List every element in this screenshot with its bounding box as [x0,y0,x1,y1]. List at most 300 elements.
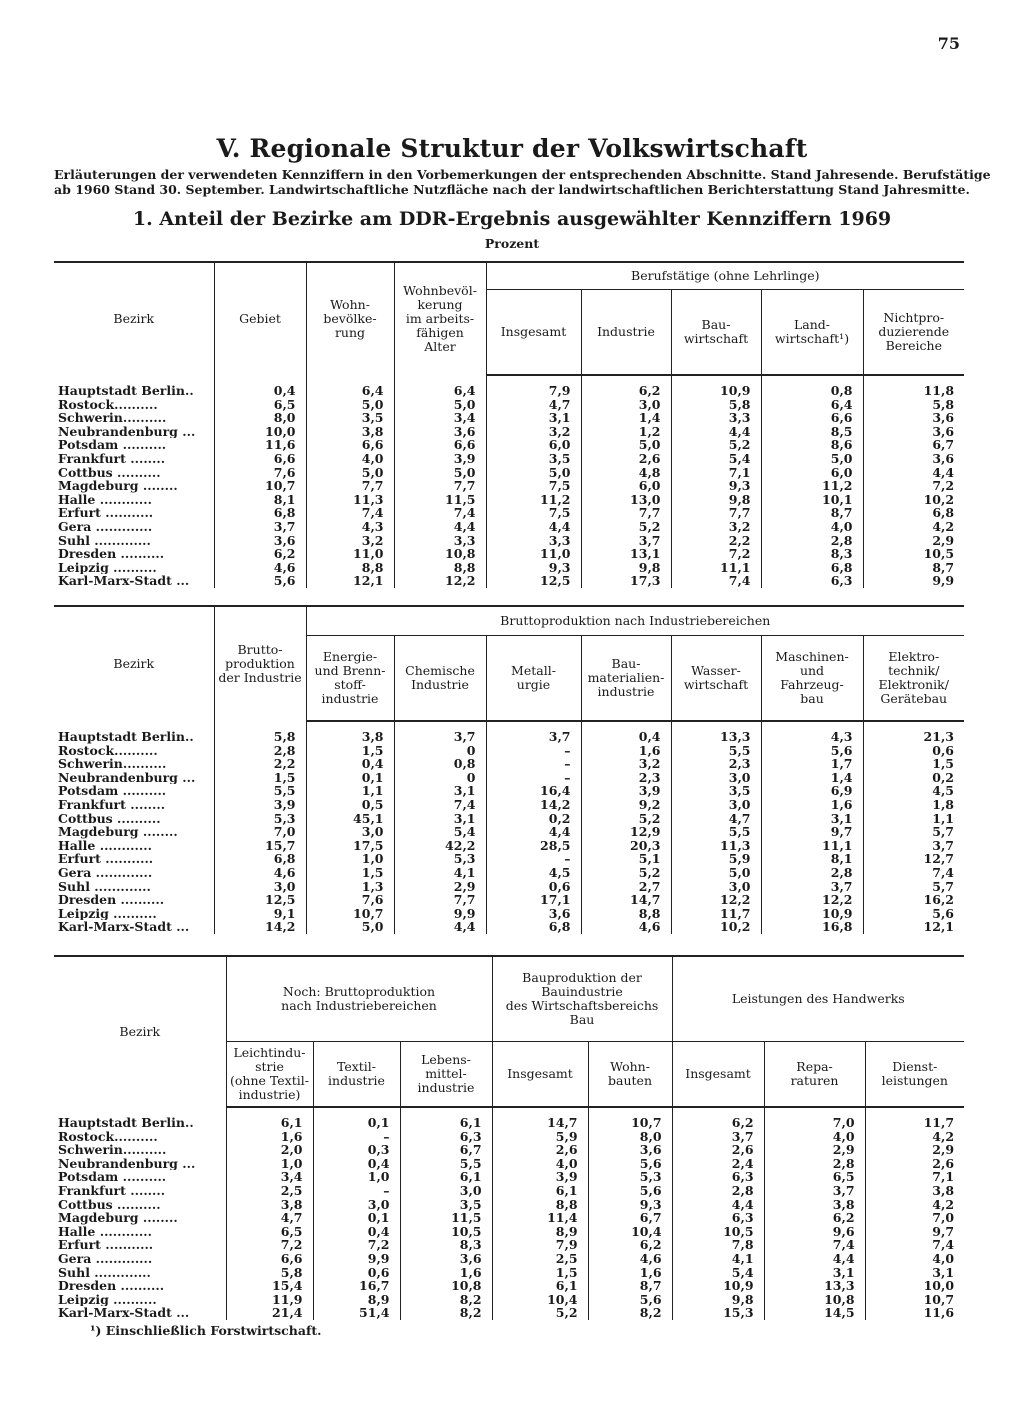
table-cell: 3,9 [492,1170,588,1184]
table-cell: 6,4 [761,398,863,412]
table-cell: 9,6 [764,1225,865,1239]
bezirk-name: Potsdam .......... [58,438,167,452]
table-cell: 7,7 [671,506,761,520]
table-cell: 6,5 [226,1225,313,1239]
table-row [54,771,964,785]
table-cell: 2,7 [581,880,671,894]
table-cell: 10,0 [865,1279,964,1293]
header-chemische-industrie: Chemische Industrie [394,636,486,722]
table-cell: 17,1 [486,893,581,907]
table-cell: 4,0 [764,1130,865,1144]
table-cell: 6,3 [672,1211,764,1225]
table-cell: 12,5 [214,893,306,907]
table-cell: 3,0 [671,771,761,785]
table-cell: 5,7 [863,880,964,894]
table-cell: 0,6 [863,744,964,758]
table-cell: 8,0 [588,1130,672,1144]
table-cell: 8,2 [588,1306,672,1320]
table-row [54,1143,964,1157]
bezirk-name: Halle ............ [58,492,152,507]
table-cell: 7,9 [486,375,581,398]
table-cell: 11,5 [400,1211,492,1225]
table-cell: 4,7 [671,812,761,826]
table-cell: 10,0 [214,425,306,439]
table-row [54,466,964,480]
table-cell: 5,6 [588,1184,672,1198]
table-cell: 4,7 [226,1211,313,1225]
table-cell: 6,2 [588,1238,672,1252]
table-cell: 6,9 [761,784,863,798]
table-cell: 5,0 [671,866,761,880]
intro-line: ab 1960 Stand 30. September. Landwirtschaftliche Nutzfläche nach der landwirtschaftlichen Berichterstattung Stand Jahresmitte. [54,182,970,197]
bezirk-name: Suhl ............. [58,1265,151,1280]
table-cell: 5,0 [761,452,863,466]
table-cell: 10,7 [306,907,394,921]
table-cell: 6,5 [764,1170,865,1184]
table-row [54,1252,964,1266]
table-cell: 11,9 [226,1293,313,1307]
table-cell: 0,8 [761,375,863,398]
header-energie: Energie- und Brenn- stoff- industrie [306,636,394,722]
bezirk-name: Karl-Marx-Stadt ... [58,1306,190,1320]
table-cell: 21,3 [863,721,964,744]
bezirk-name: Karl-Marx-Stadt ... [58,920,190,934]
table-cell: 8,3 [761,547,863,561]
table-cell: 14,5 [764,1306,865,1320]
table-cell: 5,8 [226,1266,313,1280]
table-cell: 3,2 [671,520,761,534]
table-cell: 9,7 [865,1225,964,1239]
table-cell: 3,5 [306,411,394,425]
table-cell: 12,5 [486,574,581,588]
table-cell: 3,0 [671,880,761,894]
table-cell: 7,4 [394,506,486,520]
table-cell: 4,4 [486,520,581,534]
table-cell: 3,5 [671,784,761,798]
bezirk-name: Dresden .......... [58,547,165,561]
table-cell: 8,1 [761,852,863,866]
table-row [54,1293,964,1307]
table-cell: 4,8 [581,466,671,480]
bezirk-name: Potsdam .......... [58,784,167,798]
table-cell: 6,1 [492,1184,588,1198]
table-row [54,1238,964,1252]
table-cell: 10,8 [400,1279,492,1293]
table-row [54,425,964,439]
table-cell: 7,0 [214,825,306,839]
table-cell: 16,2 [863,893,964,907]
table-cell: 8,7 [761,506,863,520]
table-cell: 10,1 [761,493,863,507]
table-cell: 9,8 [672,1293,764,1307]
table-cell: 12,7 [863,852,964,866]
table-cell: 6,3 [400,1130,492,1144]
table-cell: 1,6 [226,1130,313,1144]
table-cell: 3,6 [214,534,306,548]
bezirk-name: Potsdam .......... [58,1170,167,1184]
table-cell: 3,7 [486,721,581,744]
table-cell: – [313,1130,400,1144]
table-cell: 13,0 [581,493,671,507]
table-cell: 9,8 [671,493,761,507]
table-cell: 2,3 [581,771,671,785]
table-cell: 8,8 [581,907,671,921]
table-row [54,839,964,853]
table-cell: 10,5 [400,1225,492,1239]
bezirk-name: Leipzig .......... [58,560,157,575]
table-cell: 4,4 [672,1198,764,1212]
table-cell: 1,6 [588,1266,672,1280]
header-lebensmittelindustrie: Lebens- mittel- industrie [400,1042,492,1108]
table-cell: 5,9 [492,1130,588,1144]
table-cell: 3,8 [226,1198,313,1212]
table-cell: 10,8 [394,547,486,561]
header-group-berufstaetige: Berufstätige (ohne Lehrlinge) [486,262,964,290]
table-cell: 3,7 [394,721,486,744]
table-cell: 3,7 [581,534,671,548]
table-cell: 5,3 [214,812,306,826]
table-cell: 6,5 [214,398,306,412]
bezirk-name: Karl-Marx-Stadt ... [58,574,190,588]
table-cell: 45,1 [306,812,394,826]
table-row [54,893,964,907]
table-cell: 21,4 [226,1306,313,1320]
table-cell: 3,6 [863,452,964,466]
table-cell: 5,5 [214,784,306,798]
header-gebiet: Gebiet [214,262,306,375]
bezirk-name: Frankfurt ........ [58,797,166,812]
table-cell: 7,1 [865,1170,964,1184]
table-cell: 1,0 [313,1170,400,1184]
table-cell: 2,6 [492,1143,588,1157]
table-cell: 1,7 [761,757,863,771]
table-row [54,574,964,588]
header-wasserwirtschaft: Wasser- wirtschaft [671,636,761,722]
table-cell: 7,4 [394,798,486,812]
header-dienstleistungen: Dienst- leistungen [865,1042,964,1108]
bezirk-name: Frankfurt ........ [58,451,166,466]
table-cell: 1,4 [761,771,863,785]
table-cell: 7,7 [306,479,394,493]
table-cell: – [486,757,581,771]
table-row [54,1130,964,1144]
bezirk-name: Cottbus .......... [58,811,161,826]
footnote: ¹) Einschließlich Forstwirtschaft. [90,1323,322,1338]
table-cell: 6,2 [764,1211,865,1225]
table-cell: 5,5 [400,1157,492,1171]
table-cell: 10,7 [214,479,306,493]
table-cell: 5,4 [671,452,761,466]
table-cell: 1,5 [492,1266,588,1280]
table-cell: 7,6 [306,893,394,907]
table-cell: 9,9 [394,907,486,921]
table-row [54,812,964,826]
bezirk-name: Neubrandenburg ... [58,1156,196,1171]
table-cell: 11,0 [486,547,581,561]
header-wohnbauten: Wohn- bauten [588,1042,672,1108]
table-cell: 11,5 [394,493,486,507]
table-cell: 51,4 [313,1306,400,1320]
table-cell: 11,1 [761,839,863,853]
table-cell: 11,7 [671,907,761,921]
header-elektrotechnik: Elektro- technik/ Elektronik/ Gerätebau [863,636,964,722]
table-cell: 2,8 [761,534,863,548]
table-cell: 0,1 [313,1211,400,1225]
table-cell: 1,4 [581,411,671,425]
table-cell: 1,6 [400,1266,492,1280]
table-cell: 3,6 [394,425,486,439]
table-cell: 7,2 [671,547,761,561]
header-group-noch-bruttoproduktion: Noch: Bruttoproduktion nach Industriebereichen [226,956,492,1042]
table-cell: 2,3 [671,757,761,771]
table-cell: 17,5 [306,839,394,853]
table-cell: 5,2 [581,812,671,826]
table-row [54,721,964,744]
table-cell: 9,3 [486,561,581,575]
table-cell: 0,4 [306,757,394,771]
table-cell: 3,0 [306,825,394,839]
table-row [54,880,964,894]
table-cell: 3,3 [671,411,761,425]
bezirk-name: Dresden .......... [58,1279,165,1293]
table-cell: 2,4 [672,1157,764,1171]
table-cell: 4,2 [865,1130,964,1144]
table-cell: 7,4 [764,1238,865,1252]
table-cell: 4,4 [394,520,486,534]
table-cell: 8,7 [863,561,964,575]
header-bezirk: Bezirk [119,1024,161,1039]
table-row [54,757,964,771]
table-cell: 3,1 [394,812,486,826]
table-cell: 5,0 [394,466,486,480]
table-cell: 2,2 [214,757,306,771]
table-cell: 7,7 [394,479,486,493]
table-berufstaetige [54,261,964,588]
table-cell: 4,0 [865,1252,964,1266]
table-cell: 3,1 [486,411,581,425]
table-cell: 0,5 [306,798,394,812]
table-cell: 10,9 [761,907,863,921]
table-cell: 3,9 [394,452,486,466]
table-cell: 5,6 [761,744,863,758]
table-cell: 10,7 [588,1107,672,1130]
table-cell: 12,2 [671,893,761,907]
bezirk-name: Rostock.......... [58,1129,158,1144]
table-cell: 5,4 [672,1266,764,1280]
table-cell: 11,2 [761,479,863,493]
table-cell: 6,8 [863,506,964,520]
table-cell: 1,0 [226,1157,313,1171]
bezirk-name: Hauptstadt Berlin.. [58,1114,194,1130]
table-cell: 10,2 [863,493,964,507]
table-cell: 8,2 [400,1293,492,1307]
table-cell: 3,5 [400,1198,492,1212]
table-cell: 3,9 [214,798,306,812]
bezirk-name: Suhl ............. [58,533,151,548]
table-row [54,866,964,880]
table-cell: 10,9 [671,375,761,398]
table-title: 1. Anteil der Bezirke am DDR-Ergebnis ausgewählter Kennziffern 1969 [132,208,892,230]
table-cell: 0,4 [581,721,671,744]
table-row [54,852,964,866]
table-cell: 7,0 [865,1211,964,1225]
table-cell: 6,8 [214,506,306,520]
table-cell: 3,7 [672,1130,764,1144]
table-cell: 0,6 [313,1266,400,1280]
table-cell: 8,9 [492,1225,588,1239]
table-cell: 2,6 [672,1143,764,1157]
table-cell: 42,2 [394,839,486,853]
table-cell: 6,6 [394,438,486,452]
table-cell: 14,2 [486,798,581,812]
bezirk-name: Rostock.......... [58,397,158,412]
table-cell: 0,8 [394,757,486,771]
table-cell: 17,3 [581,574,671,588]
table-cell: 6,2 [214,547,306,561]
table-cell: 11,4 [492,1211,588,1225]
table-row [54,907,964,921]
table-cell: 6,8 [486,920,581,934]
table-cell: 4,5 [486,866,581,880]
bezirk-name: Dresden .......... [58,893,165,907]
table-cell: 4,4 [394,920,486,934]
table-cell: 5,8 [214,721,306,744]
table-cell: 4,4 [764,1252,865,1266]
table-cell: 9,1 [214,907,306,921]
table-cell: 7,8 [672,1238,764,1252]
table-row [54,825,964,839]
header-maschinenbau: Maschinen- und Fahrzeug- bau [761,636,863,722]
table-row [54,561,964,575]
bezirk-name: Schwerin.......... [58,757,167,771]
table-cell: 6,8 [761,561,863,575]
table-cell: 14,7 [581,893,671,907]
table-cell: 5,6 [863,907,964,921]
table-cell: 6,1 [226,1107,313,1130]
table-cell: 9,3 [588,1198,672,1212]
table-cell: 2,8 [214,744,306,758]
table-cell: 11,1 [671,561,761,575]
table-cell: 5,5 [671,744,761,758]
table-cell: 1,3 [306,880,394,894]
table-cell: 6,7 [588,1211,672,1225]
table-row [54,1157,964,1171]
table-row [54,547,964,561]
table-cell: 0 [394,771,486,785]
table-cell: 1,5 [863,757,964,771]
bezirk-name: Halle ............ [58,838,152,853]
table-cell: 3,1 [761,812,863,826]
table-row [54,411,964,425]
table-cell: 4,7 [486,398,581,412]
bezirk-name: Erfurt ........... [58,506,154,520]
table-cell: 8,3 [400,1238,492,1252]
table-cell: 2,2 [671,534,761,548]
table-cell: 6,6 [226,1252,313,1266]
table-cell: 3,2 [486,425,581,439]
table-row [54,1225,964,1239]
table-cell: 6,3 [761,574,863,588]
header-handwerk-insgesamt: Insgesamt [672,1042,764,1108]
table-cell: 3,0 [671,798,761,812]
table-cell: 28,5 [486,839,581,853]
table-cell: 9,9 [863,574,964,588]
table-cell: 15,7 [214,839,306,853]
table-cell: 4,5 [863,784,964,798]
table-cell: 7,4 [863,866,964,880]
bezirk-name: Cottbus .......... [58,465,161,480]
table-cell: 7,7 [581,506,671,520]
table-cell: 3,6 [588,1143,672,1157]
table-cell: 5,5 [671,825,761,839]
table-cell: 3,7 [761,880,863,894]
table-cell: 3,7 [863,839,964,853]
intro-line: Erläuterungen der verwendeten Kennziffern in den Vorbemerkungen der entsprechenden Abschnitte. Stand Jahresende. Berufstätige [54,167,991,182]
table-row [54,438,964,452]
bezirk-name: Magdeburg ........ [58,1211,178,1225]
table-cell: 13,3 [764,1279,865,1293]
table-cell: 3,0 [400,1184,492,1198]
table-cell: 10,5 [863,547,964,561]
table-cell: 2,8 [672,1184,764,1198]
table-cell: 7,5 [486,479,581,493]
header-metallurgie: Metall- urgie [486,636,581,722]
table-cell: 4,1 [394,866,486,880]
table-row [54,1211,964,1225]
table-cell: 6,0 [486,438,581,452]
table-cell: 7,4 [865,1238,964,1252]
bezirk-name: Schwerin.......... [58,1143,167,1157]
header-group-industriebereiche: Bruttoproduktion nach Industriebereichen [306,606,964,636]
table-cell: 9,9 [313,1252,400,1266]
table-cell: 8,1 [214,493,306,507]
table-cell: 0,2 [863,771,964,785]
table-cell: 5,0 [306,466,394,480]
table-cell: 12,9 [581,825,671,839]
table-bauproduktion-handwerk [54,955,964,1320]
table-cell: 3,4 [394,411,486,425]
table-row [54,1266,964,1280]
table-cell: 5,0 [581,438,671,452]
table-cell: 11,8 [863,375,964,398]
table-row [54,1198,964,1212]
table-cell: 1,5 [306,744,394,758]
table-cell: 9,8 [581,561,671,575]
table-cell: 11,3 [671,839,761,853]
table-cell: 3,7 [764,1184,865,1198]
bezirk-name: Halle ............ [58,1224,152,1239]
table-cell: 4,4 [863,466,964,480]
table-cell: 8,8 [394,561,486,575]
table-cell: 3,8 [764,1198,865,1212]
bezirk-name: Erfurt ........... [58,852,154,866]
table-cell: 7,4 [671,574,761,588]
table-bruttoproduktion [54,605,964,934]
table-cell: 4,6 [581,920,671,934]
header-baumaterialien: Bau- materialien- industrie [581,636,671,722]
table-cell: 7,5 [486,506,581,520]
table-cell: 5,3 [588,1170,672,1184]
table-cell: 7,9 [492,1238,588,1252]
table-cell: 12,2 [394,574,486,588]
table-cell: 7,4 [306,506,394,520]
table-cell: 4,0 [761,520,863,534]
table-row [54,1184,964,1198]
table-cell: 5,9 [671,852,761,866]
table-cell: 9,7 [761,825,863,839]
table-cell: 3,8 [306,425,394,439]
table-cell: 1,8 [863,798,964,812]
